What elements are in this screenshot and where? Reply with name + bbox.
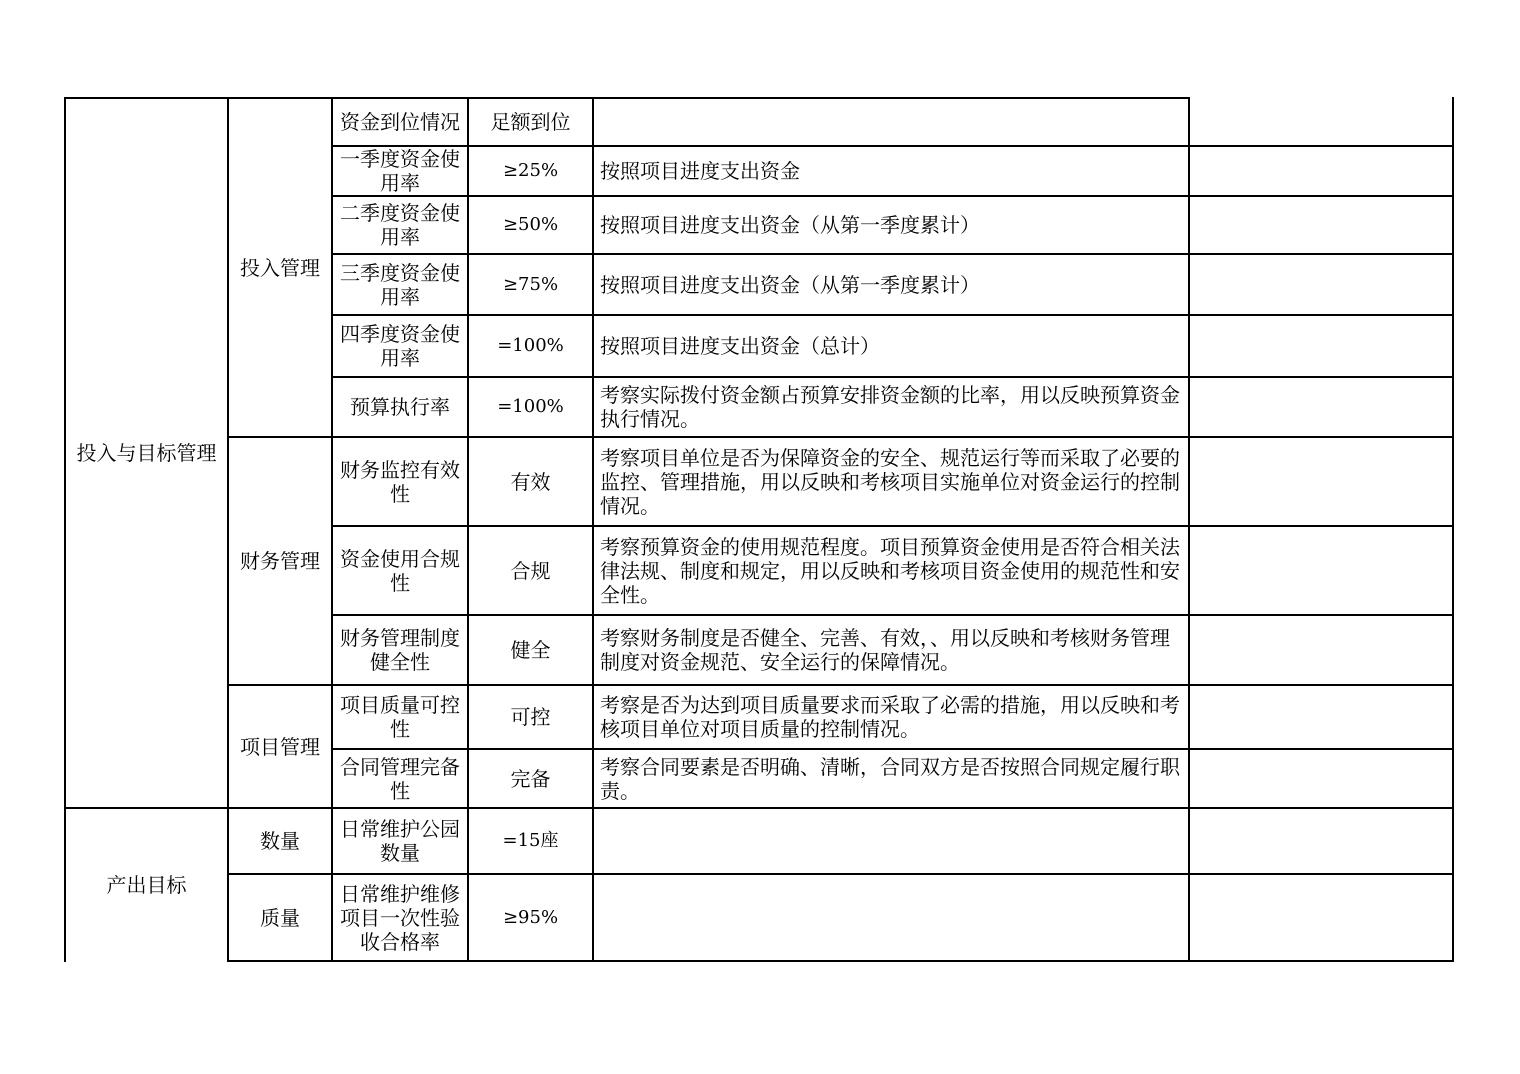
indicator-name-cell: 二季度资金使用率 [340, 201, 460, 249]
target-value-cell: =100% [497, 396, 564, 417]
indicator-name-cell: 项目质量可控性 [340, 693, 460, 741]
subgroup-cell-investment-management: 投入管理 [240, 255, 320, 280]
indicator-name-cell: 合同管理完备性 [340, 754, 460, 803]
indicator-description-cell: 考察项目单位是否为保障资金的安全、规范运行等而采取了必要的监控、管理措施，用以反映和考核项目实施单位对资金运行的控制情况。 [600, 445, 1180, 518]
indicator-description-cell: 按照项目进度支出资金（从第一季度累计） [600, 272, 980, 297]
target-value-cell: ≥75% [502, 273, 559, 295]
indicator-description-cell [594, 809, 1188, 873]
indicator-name-cell: 财务监控有效性 [340, 457, 460, 506]
target-value-cell: 完备 [510, 766, 551, 791]
target-value-cell: ≥25% [502, 160, 559, 181]
column-divider [1188, 97, 1190, 962]
target-value-cell: ≥95% [502, 906, 559, 928]
indicator-name-cell: 预算执行率 [350, 395, 450, 419]
indicator-description-cell: 考察是否为达到项目质量要求而采取了必需的措施，用以反映和考核项目单位对项目质量的控制情况。 [600, 693, 1180, 741]
indicator-description-cell: 按照项目进度支出资金（从第一季度累计） [600, 213, 980, 237]
subgroup-cell-project-management: 项目管理 [240, 734, 320, 759]
indicator-name-cell: 三季度资金使用率 [340, 260, 460, 309]
target-value-cell: 可控 [510, 705, 551, 729]
indicator-name-cell: 资金使用合规性 [340, 546, 460, 595]
indicator-description-cell [594, 99, 1188, 145]
indicator-name-cell: 一季度资金使用率 [340, 147, 460, 195]
indicator-description-cell: 按照项目进度支出资金 [600, 159, 800, 183]
group-cell-output-target: 产出目标 [106, 872, 187, 897]
indicator-description-cell: 考察预算资金的使用规范程度。项目预算资金使用是否符合相关法律法规、制度和规定，用以反映和考核项目资金使用的规范性和安全性。 [600, 534, 1180, 607]
target-value-cell: =15座 [502, 830, 559, 851]
subgroup-cell-quality: 质量 [260, 905, 300, 930]
indicator-name-cell: 资金到位情况 [340, 110, 460, 134]
target-value-cell: 健全 [510, 638, 551, 662]
table-bottom-border [227, 960, 1454, 962]
target-value-cell: 足额到位 [490, 110, 571, 134]
target-value-cell: ≥50% [502, 214, 559, 235]
indicator-description-cell [594, 875, 1188, 960]
indicator-name-cell: 日常维护公园数量 [340, 817, 460, 865]
target-value-cell: 有效 [510, 469, 551, 494]
indicator-description-cell: 考察财务制度是否健全、完善、有效，、用以反映和考核财务管理制度对资金规范、安全运行的保障情况。 [600, 626, 1170, 674]
target-value-cell: =100% [497, 335, 564, 356]
indicator-name-cell: 日常维护维修项目一次性验收合格率 [340, 881, 460, 954]
indicator-name-cell: 四季度资金使用率 [340, 322, 460, 370]
indicator-description-cell: 按照项目进度支出资金（总计） [600, 334, 880, 358]
column-divider [1452, 97, 1454, 962]
indicator-description-cell: 考察实际拨付资金额占预算安排资金额的比率，用以反映预算资金执行情况。 [600, 383, 1180, 431]
subgroup-cell-quantity: 数量 [260, 829, 300, 853]
subgroup-cell-financial-management: 财务管理 [240, 549, 320, 573]
indicator-description-cell: 考察合同要素是否明确、清晰，合同双方是否按照合同规定履行职责。 [600, 754, 1180, 803]
indicator-name-cell: 财务管理制度健全性 [340, 626, 460, 674]
group-cell-investment-target-management: 投入与目标管理 [76, 441, 217, 465]
target-value-cell: 合规 [510, 558, 551, 583]
